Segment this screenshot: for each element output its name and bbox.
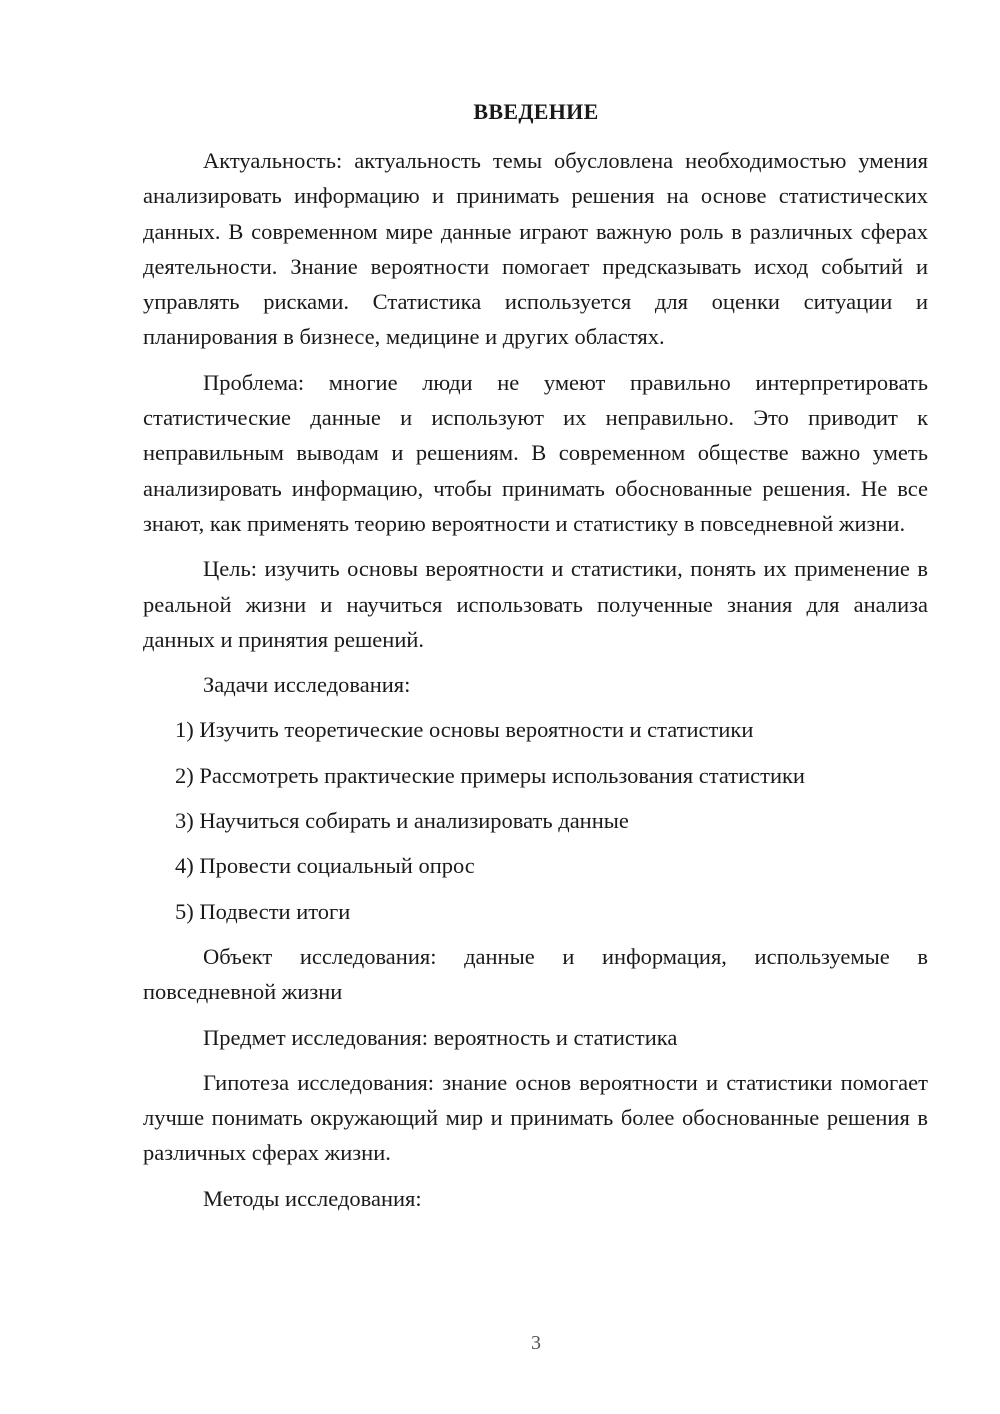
document-body [143, 143, 928, 1226]
problem-paragraph: Проблема: многие люди не умеют правильно интерпретировать статистические данные и используют их неправильно. Это приводит к неправильным выводам и решениям. В современном обществе важно уметь анализировать информацию, чтобы принимать обоснованные решения. Не все знают, как применять теорию вероятности и статистику в повседневной жизни. [143, 369, 928, 536]
section-title: ВВЕДЕНИЕ [473, 99, 599, 124]
subject-paragraph: Предмет исследования: вероятность и статистика [203, 1024, 678, 1050]
hypothesis-paragraph: Гипотеза исследования: знание основ вероятности и статистики помогает лучше понимать окружающий мир и принимать более обоснованные решения в различных сферах жизни. [143, 1069, 928, 1166]
page-number: 3 [531, 1332, 541, 1354]
task-item: 4) Провести социальный опрос [175, 853, 475, 879]
object-paragraph: Объект исследования: данные и информация, используемые в повседневной жизни [143, 943, 928, 1005]
goal-paragraph: Цель: изучить основы вероятности и статистики, понять их применение в реальной жизни и научиться использовать полученные знания для анализа данных и принятия решений. [143, 556, 928, 652]
relevance-paragraph: Актуальность: актуальность темы обусловлена необходимостью умения анализировать информацию и принимать решения на основе статистических данных. В современном мире данные играют важную роль в различных сферах деятельности. Знание вероятности помогает предсказывать исход событий и управлять рисками. Статистика используется для оценки ситуации и планирования в бизнесе, медицине и других областях. [143, 148, 928, 350]
task-item: 1) Изучить теоретические основы вероятности и статистики [175, 717, 754, 743]
tasks-list [143, 712, 928, 928]
methods-heading: Методы исследования: [203, 1185, 422, 1211]
tasks-heading: Задачи исследования: [203, 672, 411, 698]
task-item: 5) Подвести итоги [175, 898, 351, 924]
task-item: 3) Научиться собирать и анализировать данные [175, 808, 629, 834]
task-item: 2) Рассмотреть практические примеры использования статистики [175, 762, 805, 788]
